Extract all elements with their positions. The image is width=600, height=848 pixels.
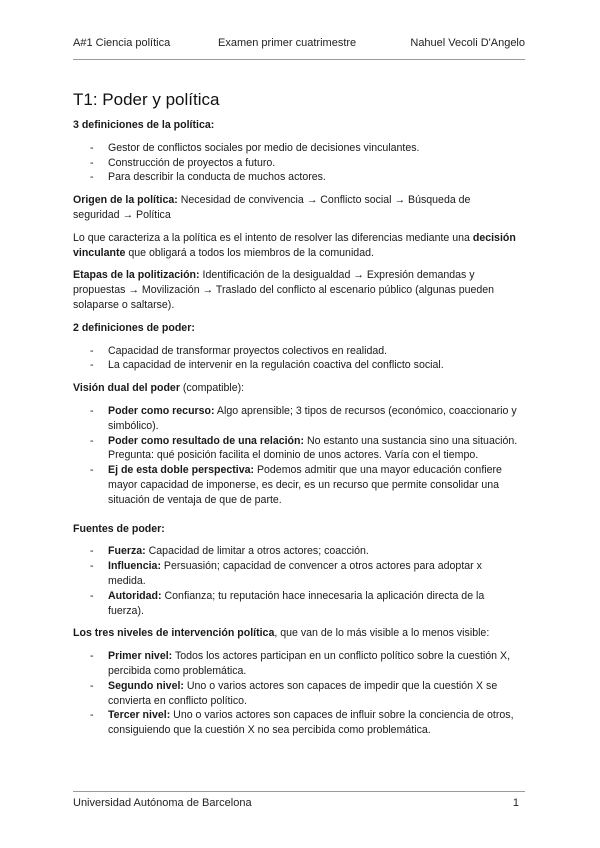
section-heading-politica: 3 definiciones de la política: (73, 119, 215, 131)
page-header (73, 37, 525, 53)
list-item: - Para describir la conducta de muchos actores. (90, 171, 326, 184)
header-exam: Examen primer cuatrimestre (218, 37, 357, 49)
list-item: - Construcción de proyectos a futuro. (90, 156, 276, 169)
paragraph-origen: Origen de la política: Necesidad de convivencia → Conflicto social → Búsqueda de seguridad → Política (73, 194, 471, 221)
footer-divider (73, 791, 525, 792)
list-item: - Capacidad de transformar proyectos colectivos en realidad. (90, 344, 388, 357)
section-heading-vision: Visión dual del poder (compatible): (73, 382, 245, 395)
header-divider (73, 59, 525, 60)
list-item: - Gestor de conflictos sociales por medio de decisiones vinculantes. (90, 141, 420, 154)
page-number: 1 (512, 797, 519, 809)
page-title: T1: Poder y política (73, 90, 220, 109)
list-politica (73, 141, 518, 185)
section-heading-poder: 2 definiciones de poder: (73, 321, 195, 334)
list-item: - Tercer nivel: Uno o varios actores son capaces de influir sobre la conciencia de otros, consiguiendo que la cuestión X no sea percibida como problemática. (90, 709, 514, 737)
list-item: - Poder como recurso: Algo aprensible; 3 tipos de recursos (económico, coaccionario y simbólico). (90, 404, 517, 432)
list-item: - La capacidad de intervenir en la regulación coactiva del conflicto social. (90, 359, 444, 372)
document-body (73, 88, 518, 746)
list-item: - Primer nivel: Todos los actores participan en un conflicto político sobre la cuestión X, percibida como problemática. (90, 650, 511, 677)
paragraph-etapas: Etapas de la politización: Identificación de la desigualdad → Expresión demandas y propuestas → Movilización → Traslado del conflicto al escenario público (algunas pueden solaparse o saltarse). (73, 269, 495, 311)
list-item: - Poder como resultado de una relación: No estanto una sustancia sino una situación. Pregunta: qué posición facilita el dominio de unos actores. Varía con el tiempo. (90, 434, 518, 462)
list-poder (73, 344, 518, 374)
list-item: - Fuerza: Capacidad de limitar a otros actores; coacción. (90, 545, 369, 558)
header-author: Nahuel Vecoli D'Angelo (410, 37, 525, 49)
section-heading-niveles: Los tres niveles de intervención política, que van de lo más visible a lo menos visible: (73, 627, 490, 640)
footer-university: Universidad Autónoma de Barcelona (73, 797, 252, 809)
list-item: - Segundo nivel: Uno o varios actores son capaces de impedir que la cuestión X se convierta en conflicto político. (90, 679, 498, 707)
list-fuentes (73, 544, 518, 618)
list-item: - Ej de esta doble perspectiva: Podemos admitir que una mayor educación confiere mayor capacidad de imponerse, es decir, es un recurso que permite consolidar una situación de ventaja de que de parte. (90, 464, 502, 506)
list-vision (73, 404, 518, 508)
paragraph-caracteriza: Lo que caracteriza a la política es el intento de resolver las diferencias mediante una decisión vinculante que obligará a todos los miembros de la comunidad. (73, 231, 516, 259)
header-course: A#1 Ciencia política (73, 37, 171, 49)
list-niveles (73, 649, 518, 738)
list-item: - Autoridad: Confianza; tu reputación hace innecesaria la aplicación directa de la fuerza). (90, 589, 485, 617)
list-item: - Influencia: Persuasión; capacidad de convencer a otros actores para adoptar x medida. (90, 560, 482, 587)
section-heading-fuentes: Fuentes de poder: (73, 522, 165, 535)
